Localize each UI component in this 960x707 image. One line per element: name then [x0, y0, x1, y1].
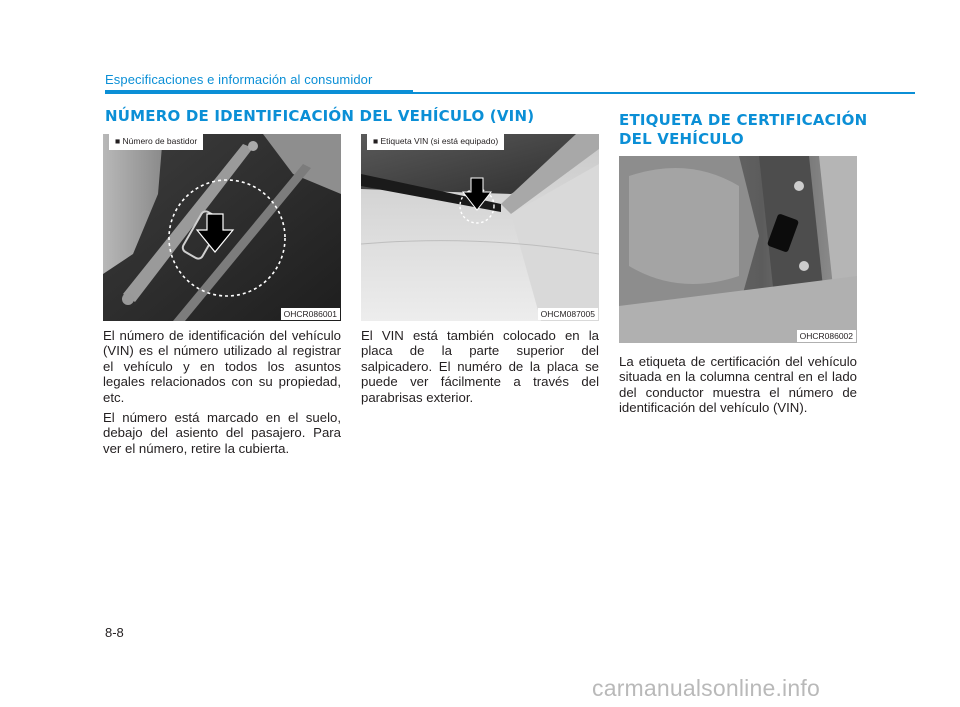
column-3-text: [619, 354, 857, 421]
figure-code: OHCM087005: [538, 308, 598, 320]
header-rule-thick: [105, 90, 413, 94]
header-rule-thin: [413, 92, 915, 94]
column-1-text: [103, 328, 341, 461]
paragraph: La etiqueta de certificación del vehículo situada en la columna central en el lado del conductor muestra el número de identificación del vehículo (VIN).: [619, 354, 857, 416]
figure-cert-label: [619, 156, 857, 343]
figure-code: OHCR086002: [797, 330, 856, 342]
figure-code: OHCR086001: [281, 308, 340, 320]
paragraph: El VIN está también colocado en la placa de la parte superior del salpicadero. El numéro de la placa se puede ver fácilmente a través del parabrisas exterior.: [361, 328, 599, 405]
dashboard-vin-photo: [361, 134, 599, 321]
vin-section-title: NÚMERO DE IDENTIFICACIÓN DEL VEHÍCULO (VIN): [105, 107, 535, 125]
watermark: carmanualsonline.info: [592, 675, 820, 701]
figure-floor-vin: [103, 134, 341, 321]
figure-dashboard-vin: [361, 134, 599, 321]
cert-title-line-2: DEL VEHÍCULO: [619, 130, 744, 148]
page-number: 8-8: [105, 625, 124, 640]
figure-caption: ■ Etiqueta VIN (si está equipado): [367, 134, 504, 150]
cert-title-line-1: ETIQUETA DE CERTIFICACIÓN: [619, 111, 868, 129]
figure-caption: ■ Número de bastidor: [109, 134, 203, 150]
column-2-text: [361, 328, 599, 410]
paragraph: El número de identificación del vehículo (VIN) es el número utilizado al registrar el vehículo y en todos los asuntos legales relacionados con su propiedad, etc.: [103, 328, 341, 405]
section-header: Especificaciones e información al consumidor: [105, 72, 373, 87]
paragraph: El número está marcado en el suelo, debajo del asiento del pasajero. Para ver el número, retire la cubierta.: [103, 410, 341, 456]
cert-label-photo: [619, 156, 857, 343]
floor-vin-photo: [103, 134, 341, 321]
cert-section-title: [619, 111, 867, 149]
